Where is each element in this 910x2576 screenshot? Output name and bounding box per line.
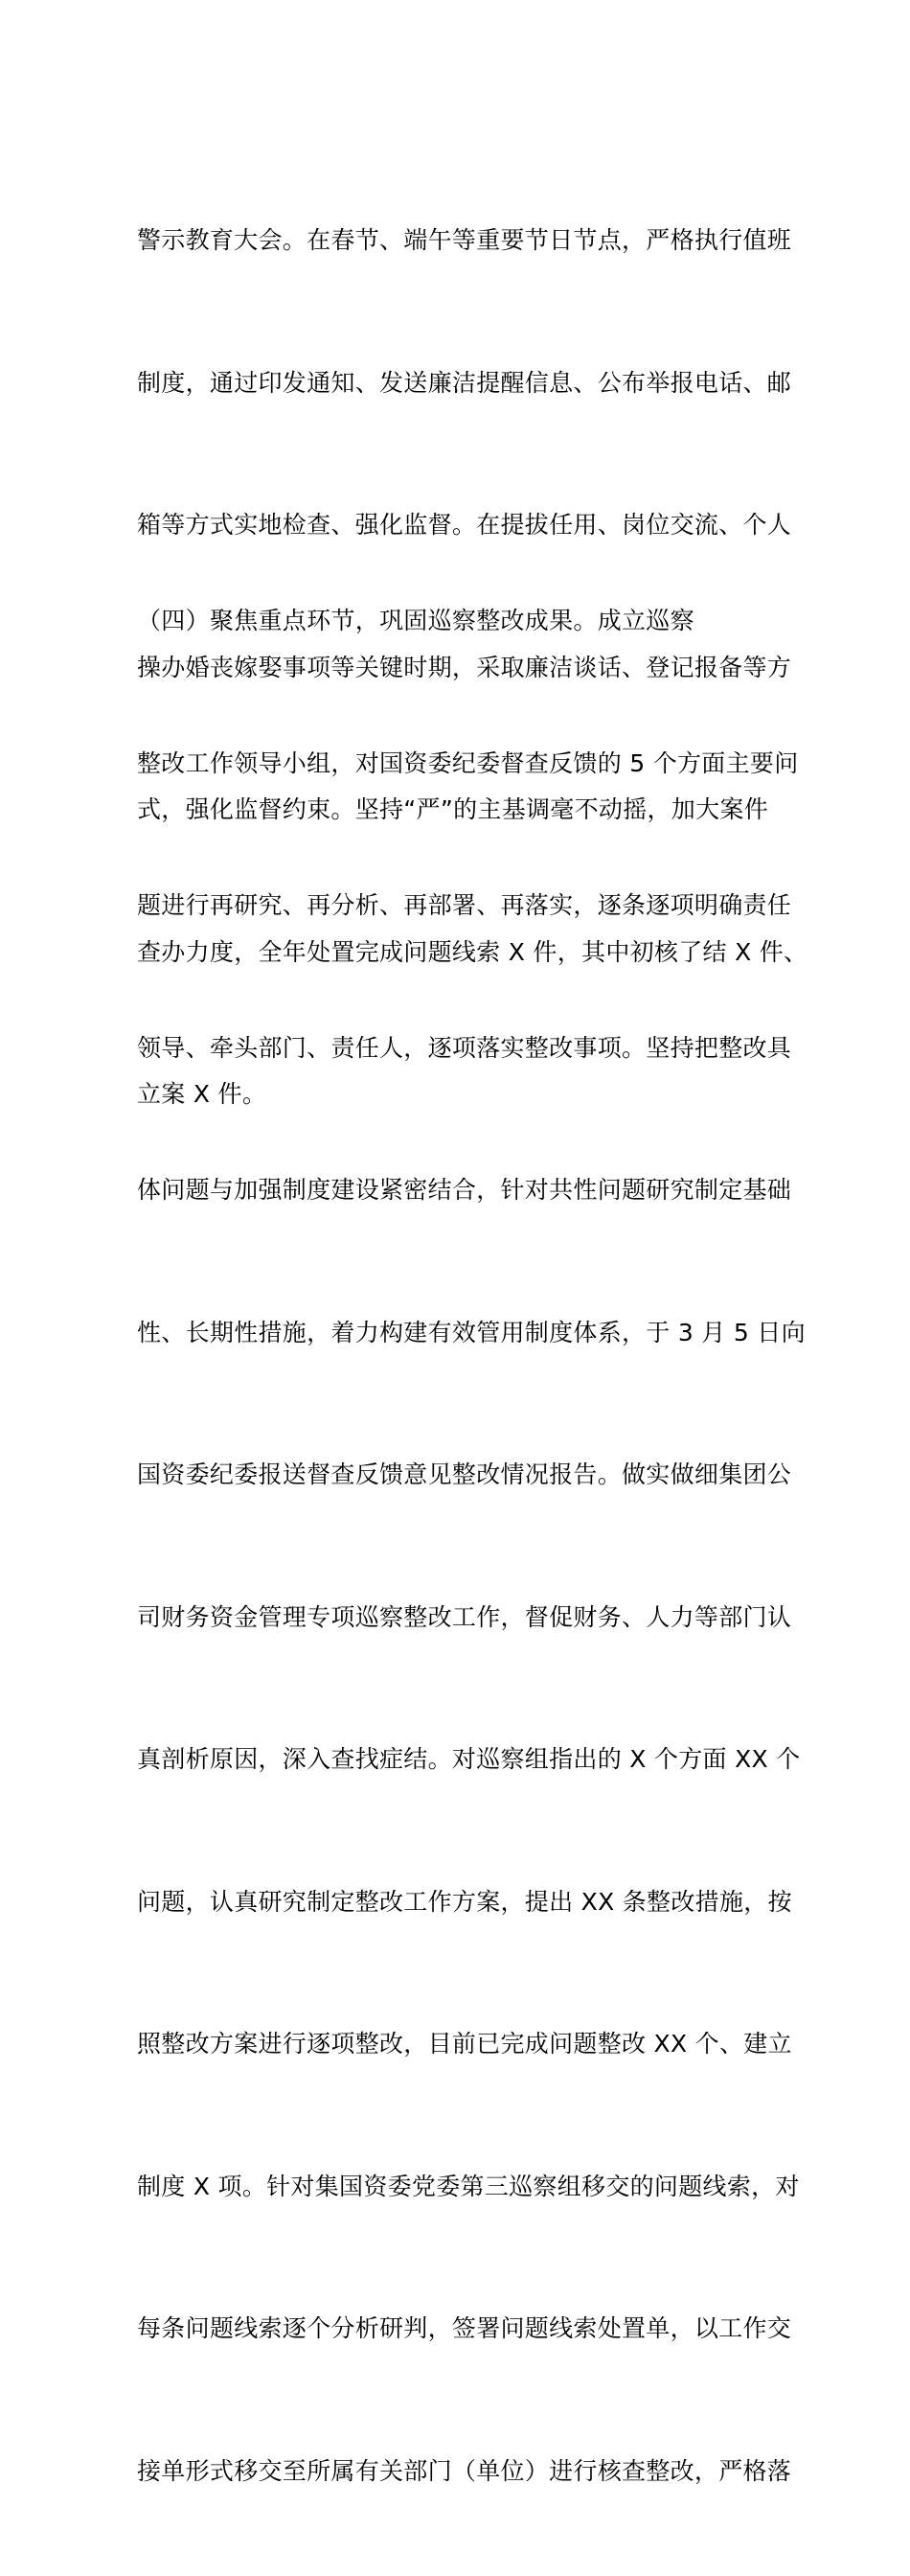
paragraph-2 [137,502,808,2576]
text-line: 制度，通过印发通知、发送廉洁提醒信息、公布举报电话、邮 [137,368,792,397]
text-line: 警示教育大会。在春节、端午等重要节日节点，严格执行值班 [137,226,792,254]
text-line: 箱等方式实地检查、强化监督。在提拔任用、岗位交流、个人 [137,511,792,539]
text-line: 接单形式移交至所属有关部门（单位）进行核查整改，严格落 [137,2456,792,2485]
text-line: 性、长期性措施，着力构建有效管用制度体系，于 3 月 5 日向 [137,1318,806,1346]
text-line: 照整改方案进行逐项整改，目前已完成问题整改 XX 个、建立 [137,2030,792,2058]
text-line: 整改工作领导小组，对国资委纪委督查反馈的 5 个方面主要问 [137,748,799,777]
text-line: 司财务资金管理专项巡察整改工作，督促财务、人力等部门认 [137,1602,792,1631]
text-line: 领导、牵头部门、责任人，逐项落实整改事项。坚持把整改具 [137,1033,792,1062]
text-line: 真剖析原因，深入查找症结。对巡察组指出的 X 个方面 XX 个 [137,1745,801,1773]
text-line: 操办婚丧嫁娶事项等关键时期，采取廉洁谈话、登记报备等方 [137,653,792,681]
text-line: 问题，认真研究制定整改工作方案，提出 XX 条整改措施，按 [137,1887,792,1916]
text-line: 立案 X 件。 [137,1080,267,1108]
text-line: 体问题与加强制度建设紧密结合，针对共性问题研究制定基础 [137,1176,792,1204]
text-line: 式，强化监督约束。坚持“严”的主基调毫不动摇，加大案件 [137,795,769,823]
text-line: 国资委纪委报送督查反馈意见整改情况报告。做实做细集团公 [137,1460,792,1488]
text-line: 每条问题线索逐个分析研判，签署问题线索处置单，以工作交 [137,2314,792,2342]
section-heading-line: （四）聚焦重点环节，巩固巡察整改成果。成立巡察 [137,607,694,634]
text-line: 制度 X 项。针对集国资委党委第三巡察组移交的问题线索，对 [137,2172,800,2200]
text-line: 查办力度，全年处置完成问题线索 X 件，其中初核了结 X 件、 [137,937,808,966]
text-line: 题进行再研究、再分析、再部署、再落实，逐条逐项明确责任 [137,891,792,919]
